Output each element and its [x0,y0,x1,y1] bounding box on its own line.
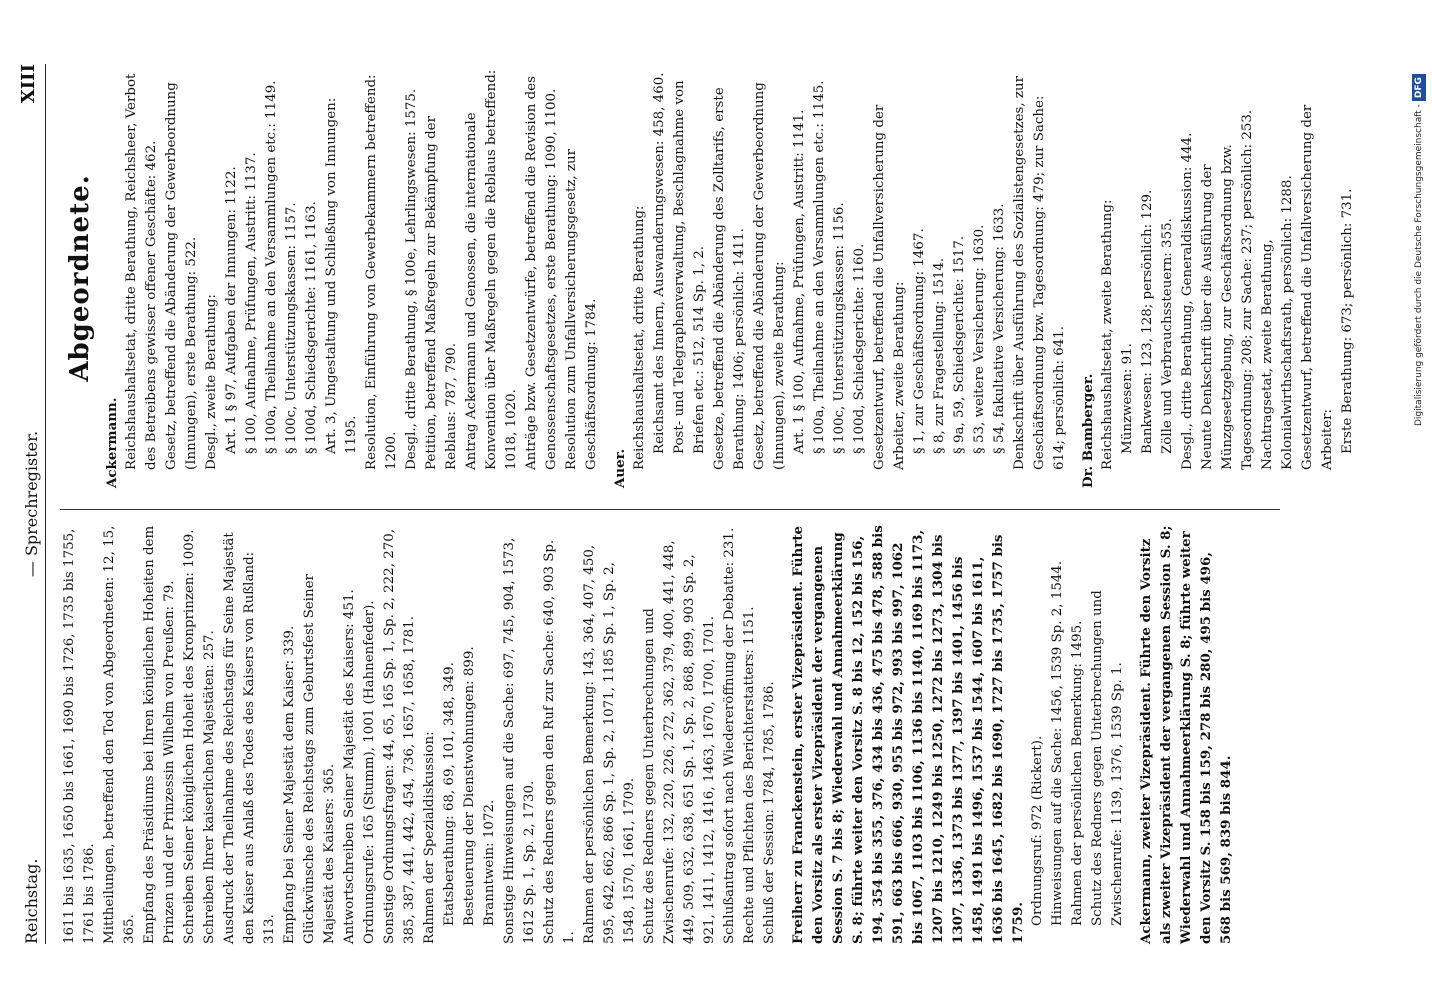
entry-text: Schutz des Redners gegen Unterbrechungen und Zwischenrufe: 1139, 1376, 1539 Sp. 1. [1090,590,1125,926]
entry-text: Gesetze, betreffend die Abänderung des Zolltarifs, erste Berathung: 1406; persönlich: 1411. [712,87,747,470]
entry-text: § 100a, Theilnahme an den Versammlungen etc.: 1149. [264,80,279,454]
entry-text: Ordnungsruf: 972 (Rickert). [1030,735,1045,926]
entry-text: Schreiben Seiner königlichen Hoheit des Kronprinzen: 1009. [182,529,197,944]
entry-text: Art. 1 § 100, Aufnahme, Prüfungen, Austritt: 1141. [792,109,807,454]
entry-text: Reichshaushaltsetat, dritte Berathung: [632,205,647,470]
entry-text: Gesetzentwurf, betreffend die Unfallversicherung der Arbeiter, zweite Berathung: [872,104,907,470]
entry-text: Resolution zum Unfallversicherungsgesetz, zur Geschäftsordnung: 1784. [564,148,599,470]
entry-text: Post- und Telegraphenverwaltung, Beschlagnahme von Briefen etc.: 512, 514 Sp. 1, 2. [672,80,707,454]
entry-text: Hinweisungen auf die Sache: 1456, 1539 Sp. 2, 1544. [1050,560,1065,926]
presidium-entry: Ackermann, zweiter Vizepräsident. Führte den Vorsitz als zweiter Vizepräsident der vergangenen Session S. 8; Wiederwahl und Annahmeerklärung S. 8; führte weiter den Vorsitz S. 158 bis 159, 278 bis 280, 495 bis 496, 568 bis 569, 839 bis 844. [1138,525,1234,944]
entry-text: § 100c, Unterstützungskassen: 1156. [832,202,847,454]
header-rule [45,64,46,944]
entry-text: Branntwein: 1072. [482,799,497,926]
entry-text: Neunte Denkschrift über die Ausführung der Münzgesetzgebung, zur Geschäftsordnung bzw. Tagesordnung: 208; zur Sache: 237; persönlich: 253. [1200,109,1255,470]
entry-gap [1070,68,1078,488]
entry-text: Art. 3, Umgestaltung und Schließung von Innungen: 1195. [324,97,359,454]
entry-text: Ordnungsrufe: 165 (Stumm), 1001 (Hahnenfeder). [362,600,377,944]
entry-text: Resolution, Einführung von Gewerbekammern betreffend: 1200. [364,74,399,470]
entry-text: § 100c, Unterstützungskassen: 1157. [284,202,299,454]
header-register-name: — Sprechregister. [22,430,41,578]
entry-gap [602,68,610,488]
entry-text: § 8, zur Fragestellung: 1514. [932,257,947,454]
digitization-credit-text [1412,6,1426,426]
entry-text: Erste Berathung: 673; persönlich: 731. [1340,188,1355,454]
entry-text: § 100d, Schiedsgerichte: 1160. [852,243,867,454]
column-divider [60,509,1280,510]
member-name: Auer. [612,448,628,488]
entry-text: Empfang bei Seiner Majestät dem Kaiser: 339. [282,625,297,944]
left-column [60,524,1300,944]
presidium-entry: Freiherr zu Franckenstein, erster Vizepräsident. Führte den Vorsitz als erster Vizepräsident der vergangenen Session S. 7 bis 8; Wiederwahl und Annahmeerklärung S. 8; führte weiter den Vorsitz S. 8 bis 12, 152 bis 156, 194, 354 bis 355, 376, 434 bis 436, 475 bis 478, 588 bis 591, 663 bis 666, 930, 955 bis 972, 993 bis 997, 1062 bis 1067, 1103 bis 1106, 1136 bis 1140, 1169 bis 1173, 1207 bis 1210, 1249 bis 1250, 1272 bis 1273, 1304 bis 1307, 1336, 1373 bis 1377, 1397 bis 1401, 1456 bis 1458, 1491 bis 1496, 1537 bis 1544, 1607 bis 1611, 1636 bis 1645, 1682 bis 1690, 1727 bis 1735, 1757 bis 1759. [790,525,1026,944]
entry-text: Sonstige Ordnungsfragen: 44, 65, 165 Sp. 1, Sp. 2, 222, 270, 385, 387, 441, 442, 454, 736, 1657, 1658, 1781. [382,528,417,944]
entry-text: Bankwesen: 123, 128; persönlich: 129. [1140,189,1155,454]
page-header [16,64,46,944]
entry-text: Desgl., dritte Berathung, § 100e, Lehrlingswesen: 1575. [404,88,419,470]
entry-text: Reichsamt des Innern, Auswanderungswesen: 458, 460. [652,72,667,454]
entry-text: Sonstige Hinweisungen auf die Sache: 697, 745, 904, 1573, 1612 Sp. 1, Sp. 2, 1730. [502,537,537,944]
entry-text: Ausdruck der Theilnahme des Reichstags für Seine Majestät den Kaiser aus Anlaß des Todes des Kaisers von Rußland: 313. [222,532,277,944]
entry-text: Gesetz, betreffend die Abänderung der Gewerbeordnung (Innungen), zweite Berathung: [752,82,787,470]
entry-text: § 9a, 59, Schiedsgerichte: 1517. [952,235,967,454]
entry-text: Desgl., dritte Berathung, Generaldiskussion: 444. [1180,132,1195,470]
entry-text: Mittheilungen, betreffend den Tod von Abgeordneten: 12, 15, 365. [102,525,137,944]
entry-text: Schutz des Redners gegen Unterbrechungen und Zwischenrufe: 132, 220, 226, 272, 362, 379, 400, 441, 448, 449, 509, 632, 638, 651 Sp. 1, Sp. 2, 868, 899, 903 Sp. 2, 921, 1411, 1412, 1416, 1463, 1670, 1700, 1701. [642,540,717,944]
entry-text: Schreiben Ihrer kaiserlichen Majestäten: 257. [202,630,217,944]
entry-text: Reichshaushaltsetat, zweite Berathung: [1100,199,1115,470]
entry-text: Nachtragsetat, zweite Berathung, Kolonialwirthschaftsrath, persönlich: 1288. [1260,175,1295,470]
entry-text: Gesetzentwurf, betreffend die Unfallversicherung der Arbeiter: [1300,104,1335,470]
entry-text: Rahmen der Spezialdiskussion: [422,731,437,944]
entry-text: Antwortschreiben Seiner Majestät des Kaisers: 451. [342,589,357,944]
entry-text: Münzwesen: 91. [1120,343,1135,454]
entry-text: § 100, Aufnahme, Prüfungen, Austritt: 1137. [244,152,259,454]
entry-text: Rechte und Pflichten des Berichterstatters: 1151. [742,606,757,944]
entry-text: § 54, fakultative Versicherung: 1633. [992,203,1007,454]
entry-text: Petition, betreffend Maßregeln zur Bekämpfung der Reblaus: 787, 790. [424,116,459,470]
entry-text: Denkschrift über Ausführung des Sozialistengesetzes, zur Geschäftsordnung bzw. Tagesordnung: 479; zur Sache: 614; persönlich: 641. [1012,76,1067,470]
entry-text: § 100a, Theilnahme an den Versammlungen etc.: 1145. [812,80,827,454]
entry-text: Besteuerung der Dienstwohnungen: 899. [462,646,477,926]
header-section-name: Reichstag. [22,858,41,944]
entry-text: Art. 1 § 97, Aufgaben der Innungen: 1122. [224,166,239,454]
entry-text: Zölle und Verbrauchssteuern: 355. [1160,218,1175,454]
section-title: Abgeordnete. [65,174,95,382]
entry-text: Glückwünsche des Reichstags zum Geburtsfest Seiner Majestät des Kaisers: 365. [302,574,337,944]
entry-text: Gesetz, betreffend die Abänderung der Gewerbeordnung (Innungen), erste Berathung: 522. [164,82,199,470]
entry-text: Schluß der Session: 1784, 1785, 1786. [762,681,777,944]
credit-label: Digitalisierung gefördert durch die Deutsche Forschungsgemeinschaft - [1414,104,1424,426]
entry-text: Schutz des Redners gegen den Ruf zur Sache: 640, 903 Sp. 1. [542,539,577,944]
entry-text: § 53, weitere Versicherung: 1630. [972,224,987,454]
entry-text: Reichshaushaltsetat, dritte Berathung, Reichsheer, Verbot des Betreibens gewisser offener Geschäfte: 462. [124,73,159,470]
member-name: Ackermann. [104,397,120,488]
entry-text: Etatsberathung: 68, 69, 101, 348, 349. [442,662,457,926]
entry-text: Rahmen der persönlichen Bemerkung: 1495. [1070,620,1085,926]
page-number: XIII [18,64,39,104]
right-column [60,68,1355,488]
entry-text: Schlußantrag sofort nach Wiedereröffnung der Debatte: 231. [722,527,737,944]
digitization-credit [1412,6,1426,426]
entry-text: Anträge bzw. Gesetzentwürfe, betreffend die Revision des Genossenschaftsgesetzes, erste Berathung: 1090, 1100. [524,76,559,470]
entry-text: § 1, zur Geschäftsordnung: 1467. [912,228,927,454]
entry-text: Rahmen der persönlichen Bemerkung: 143, 364, 407, 450, 595, 642, 662, 866 Sp. 1, Sp. 2, 1071, 1185 Sp. 1, Sp. 2, 1548, 1570, 1661, 1709. [582,544,637,944]
entry-gap [1128,524,1136,944]
dfg-logo: DFG [1412,74,1426,101]
entry-text: § 100d, Schiedsgerichte: 1161, 1163. [304,201,319,454]
entry-text: 1611 bis 1635, 1650 bis 1661, 1690 bis 1726, 1735 bis 1755, 1761 bis 1786. [62,528,97,944]
entry-text: Antrag Ackermann und Genossen, die internationale Konvention über Maßregeln gegen die Reblaus betreffend: 1018, 1020. [464,69,519,470]
member-name: Dr. Bamberger. [1080,373,1096,488]
entry-text: Empfang des Präsidiums bei Ihren königlichen Hoheiten dem Prinzen und der Prinzessin Wilhelm von Preußen: 79. [142,525,177,944]
entry-gap [780,524,788,944]
entry-text: Desgl., zweite Berathung: [204,294,219,470]
